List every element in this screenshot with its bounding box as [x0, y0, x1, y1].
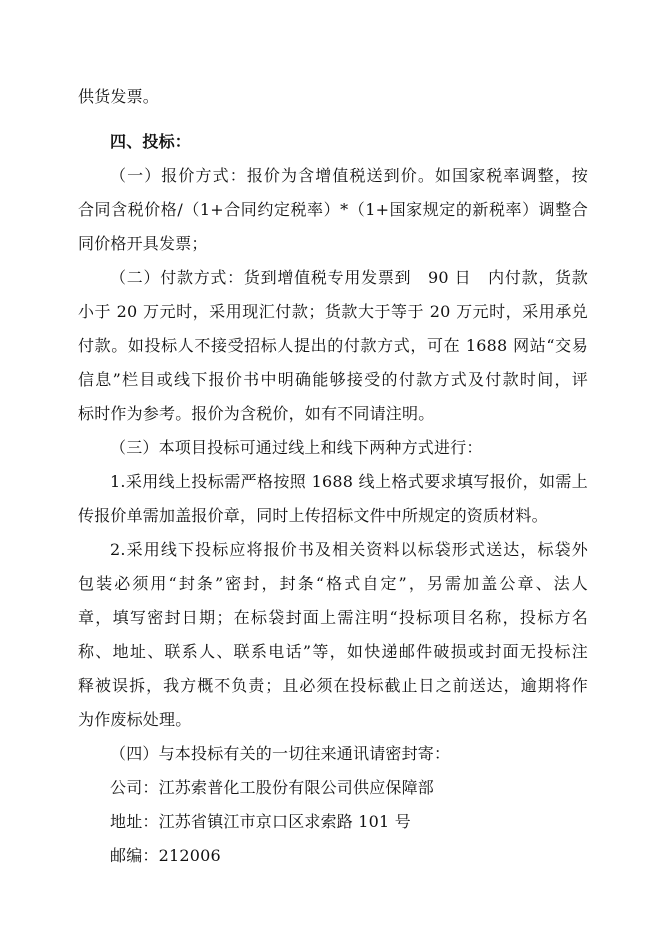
- item-2-line-5: 释被误拆，我方概不负责；且必须在投标截止日之前送达，逾期将作: [78, 676, 588, 695]
- company-line: 公司：江苏索普化工股份有限公司供应保障部: [110, 778, 435, 797]
- paragraph-1-line-2: 合同含税价格/（1+合同约定税率）*（1+国家规定的新税率）调整合: [78, 200, 588, 219]
- paragraph-2-line-5: 标时作为参考。报价为含税价，如有不同请注明。: [78, 404, 435, 423]
- item-2-line-1: 2.采用线下投标应将报价书及相关资料以标袋形式送达，标袋外: [110, 540, 588, 559]
- paragraph-2-line-2: 小于 20 万元时，采用现汇付款；货款大于等于 20 万元时，采用承兑: [78, 302, 588, 321]
- item-2-line-3: 章，填写密封日期；在标袋封面上需注明“投标项目名称，投标方名: [78, 608, 588, 627]
- postcode-line: 邮编：212006: [110, 846, 221, 865]
- text-line-continuation: 供货发票。: [78, 87, 160, 106]
- paragraph-2-line-4: 信息”栏目或线下报价书中明确能够接受的付款方式及付款时间，评: [78, 370, 588, 389]
- item-2-line-2: 包装必须用“封条”密封，封条“格式自定”，另需加盖公章、法人: [78, 574, 588, 593]
- paragraph-4-line-1: （四）与本投标有关的一切往来通讯请密封寄：: [110, 744, 451, 763]
- address-line: 地址：江苏省镇江市京口区求索路 101 号: [110, 812, 411, 831]
- paragraph-3-line-1: （三）本项目投标可通过线上和线下两种方式进行：: [110, 438, 483, 457]
- item-2-line-6: 为作废标处理。: [78, 710, 192, 729]
- paragraph-1-line-3: 同价格开具发票；: [78, 234, 208, 253]
- item-2-line-4: 称、地址、联系人、联系电话”等，如快递邮件破损或封面无投标注: [78, 642, 588, 661]
- section-heading-bidding: 四、投标：: [110, 132, 192, 151]
- item-1-line-1: 1.采用线上投标需严格按照 1688 线上格式要求填写报价，如需上: [110, 472, 588, 491]
- item-1-line-2: 传报价单需加盖报价章，同时上传招标文件中所规定的资质材料。: [78, 506, 548, 525]
- paragraph-2-line-1: （二）付款方式：货到增值税专用发票到 90 日 内付款，货款: [110, 268, 588, 287]
- paragraph-2-line-3: 付款。如投标人不接受招标人提出的付款方式，可在 1688 网站“交易: [78, 336, 588, 355]
- paragraph-1-line-1: （一）报价方式：报价为含增值税送到价。如国家税率调整，按: [110, 166, 588, 185]
